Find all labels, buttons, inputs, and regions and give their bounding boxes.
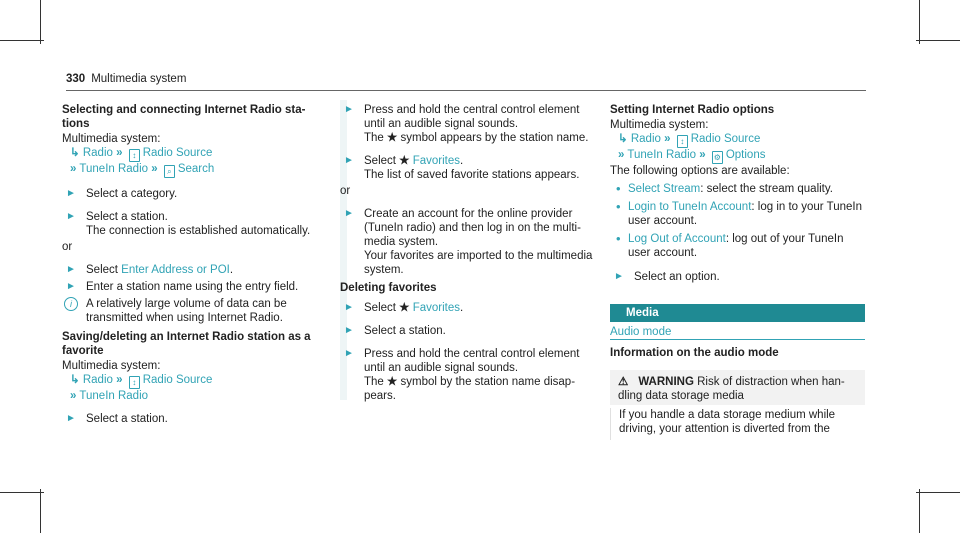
step: ► Select an option. — [610, 270, 865, 284]
path-radio[interactable]: Radio — [630, 133, 661, 145]
nav-path — [62, 146, 320, 162]
warning-box — [610, 370, 865, 405]
step-result: Your favorites are imported to the multimedia system. — [364, 250, 593, 276]
path-radio-source[interactable]: Radio Source — [690, 133, 761, 145]
step — [62, 210, 320, 238]
return-arrow-icon: ↳ — [70, 147, 80, 159]
crop-mark — [0, 40, 44, 41]
multimedia-system-label: Multimedia system: — [610, 119, 709, 131]
step: ► Select a category. — [62, 187, 320, 201]
multimedia-system-label: Multimedia system: — [62, 133, 161, 145]
step: ► Select a station. — [340, 324, 598, 338]
step-text: . — [459, 302, 464, 314]
or-label: or — [340, 185, 351, 197]
path-radio[interactable]: Radio — [82, 147, 113, 159]
chevron-right-icon: » — [70, 163, 77, 175]
step — [340, 301, 598, 315]
path-tunein-radio[interactable]: TuneIn Radio — [627, 149, 697, 161]
crop-mark — [916, 492, 960, 493]
chevron-right-icon: » — [699, 149, 706, 161]
link-favorites[interactable]: Favorites — [412, 302, 460, 314]
info-text: A relatively large volume of data can be transmitted when using Internet Radio. — [86, 298, 287, 324]
list-item — [610, 232, 865, 260]
chevron-right-icon: » — [618, 149, 625, 161]
step — [340, 347, 598, 403]
path-search[interactable]: Search — [177, 163, 215, 175]
crop-mark — [916, 40, 960, 41]
media-section-bar: Media — [610, 304, 865, 322]
step-text: . — [459, 155, 464, 167]
list-item-text: : select the stream quality. — [700, 183, 833, 195]
header-rule — [66, 90, 866, 91]
star-icon: ★ — [387, 132, 398, 144]
nav-path — [62, 162, 320, 178]
radio-source-icon: ↕ — [129, 149, 140, 162]
path-radio[interactable]: Radio — [82, 374, 113, 386]
heading-select-connect: Selecting and connecting Internet Radio sta-tions — [62, 104, 306, 130]
warning-body: If you handle a data storage medium while driving, your attention is diverted from the — [610, 408, 865, 440]
list-item-text: : log out of your TuneIn user account. — [628, 233, 844, 259]
warning-icon: ⚠ — [618, 376, 629, 388]
return-arrow-icon: ↳ — [618, 133, 628, 145]
step-text: symbol appears by the station name. — [397, 132, 589, 144]
column-2 — [340, 100, 598, 403]
path-tunein-radio[interactable]: TuneIn Radio — [79, 390, 149, 402]
chevron-right-icon: » — [151, 163, 158, 175]
step-result: The list of saved favorite stations appears. — [364, 169, 580, 181]
chevron-right-icon: » — [664, 133, 671, 145]
step-text: Press and hold the central control element until an audible signal sounds. — [364, 104, 580, 130]
step-text: . — [229, 264, 234, 276]
warning-label: WARNING — [638, 376, 694, 388]
path-tunein-radio[interactable]: TuneIn Radio — [79, 163, 149, 175]
star-icon: ★ — [399, 302, 410, 314]
return-arrow-icon: ↳ — [70, 374, 80, 386]
path-radio-source[interactable]: Radio Source — [142, 374, 213, 386]
heading-saving-deleting: Saving/deleting an Internet Radio station as a favorite — [62, 331, 311, 357]
radio-source-icon: ↕ — [677, 135, 688, 148]
step-text: Select a station. — [86, 211, 168, 223]
page-number: 330 — [66, 73, 86, 85]
link-enter-address[interactable]: Enter Address or POI — [121, 264, 230, 276]
search-icon: ⌕ — [164, 165, 175, 178]
crop-mark — [919, 0, 920, 44]
multimedia-system-label: Multimedia system: — [62, 360, 161, 372]
nav-path — [610, 132, 865, 148]
gear-icon: ⚙ — [713, 153, 721, 162]
crop-mark — [919, 489, 920, 533]
crop-mark — [40, 0, 41, 44]
chevron-right-icon: » — [116, 374, 123, 386]
crop-mark — [40, 489, 41, 533]
step — [62, 263, 320, 277]
step — [340, 207, 598, 277]
step-text: The — [364, 132, 388, 144]
info-icon: i — [64, 297, 78, 311]
step-text: symbol by the station name disap-pears. — [364, 376, 576, 402]
heading-deleting-favorites: Deleting favorites — [340, 282, 437, 294]
options-intro: The following options are available: — [610, 165, 790, 177]
chevron-right-icon: » — [70, 390, 77, 402]
info-heading: Information on the audio mode — [610, 347, 779, 359]
link-favorites[interactable]: Favorites — [412, 155, 460, 167]
column-3 — [610, 103, 865, 284]
nav-path — [62, 373, 320, 389]
list-item-text: : log in to your TuneIn user account. — [628, 201, 863, 227]
step-text: Press and hold the central control element until an audible signal sounds. — [364, 348, 580, 374]
crop-mark — [0, 492, 44, 493]
step — [340, 154, 598, 182]
path-radio-source[interactable]: Radio Source — [142, 147, 213, 159]
star-icon: ★ — [387, 376, 398, 388]
step: ► Enter a station name using the entry field. — [62, 280, 320, 294]
path-options[interactable]: Options — [725, 149, 766, 161]
nav-path — [62, 389, 320, 403]
nav-path — [610, 148, 865, 164]
page-header — [66, 73, 186, 85]
step-result: The connection is established automatically. — [86, 225, 311, 237]
chevron-right-icon: » — [116, 147, 123, 159]
column-1 — [62, 103, 320, 426]
audio-mode-heading: Audio mode — [610, 326, 865, 340]
step-text: Select — [364, 155, 400, 167]
link-select-stream[interactable]: Select Stream — [628, 183, 701, 195]
info-note — [62, 297, 320, 325]
step-text: The — [364, 376, 388, 388]
warning-text: Risk of distraction when han-dling data storage media — [618, 376, 845, 402]
step — [340, 103, 598, 145]
radio-source-icon: ↕ — [129, 376, 140, 389]
link-login-account[interactable]: Login to TuneIn Account — [628, 201, 752, 213]
or-label: or — [62, 241, 73, 253]
list-item — [610, 182, 865, 196]
step-text: Select — [86, 264, 122, 276]
section-title: Multimedia system — [91, 73, 187, 85]
heading-options: Setting Internet Radio options — [610, 104, 775, 116]
list-item — [610, 200, 865, 228]
star-icon: ★ — [399, 155, 410, 167]
step-text: Select — [364, 302, 400, 314]
step-text: Create an account for the online provider (TuneIn radio) and then log in on the multi-media system. — [364, 208, 581, 248]
link-logout-account[interactable]: Log Out of Account — [628, 233, 726, 245]
step: ► Select a station. — [62, 412, 320, 426]
